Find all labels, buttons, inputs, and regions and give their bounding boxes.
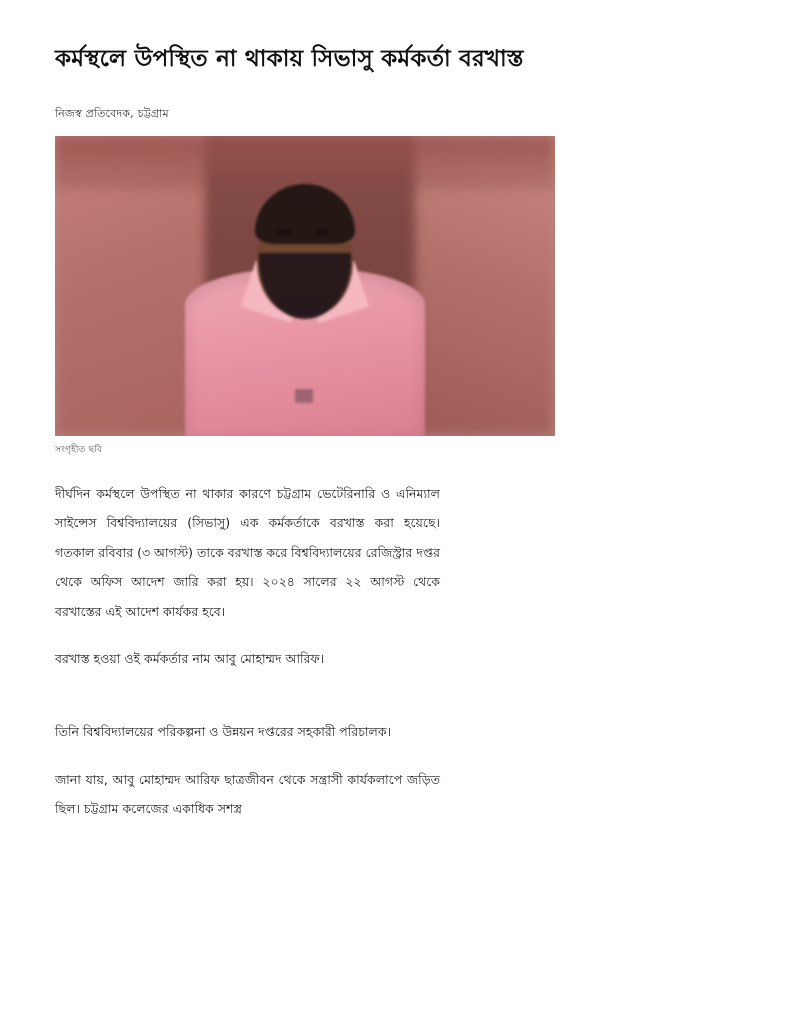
photo-blur-overlay bbox=[55, 136, 555, 436]
article-paragraph: জানা যায়, আবু মোহাম্মদ আরিফ ছাত্রজীবন থেকে সন্ত্রাসী কার্যকলাপে জড়িত ছিল। চট্টগ্রাম কলেজের একাধিক সশস্ত্র bbox=[55, 771, 440, 817]
photo-caption: সংগৃহীত ছবি bbox=[55, 445, 103, 456]
paragraph-spacer bbox=[55, 691, 440, 717]
article-figure bbox=[55, 136, 555, 457]
article-paragraph: তিনি বিশ্ববিদ্যালয়ের পরিকল্পনা ও উন্নয়ন দপ্তরের সহকারী পরিচালক। bbox=[55, 724, 392, 740]
article-photo bbox=[55, 136, 555, 436]
article-paragraph: বরখাস্ত হওয়া ওই কর্মকর্তার নাম আবু মোহাম্মদ আরিফ। bbox=[55, 650, 325, 666]
page-title: কর্মস্থলে উপস্থিত না থাকায় সিভাসু কর্মকর্তা বরখাস্ত bbox=[55, 46, 524, 72]
article-content bbox=[55, 0, 695, 823]
byline: নিজস্ব প্রতিবেদক, চট্টগ্রাম bbox=[55, 107, 169, 121]
article-body bbox=[55, 479, 440, 823]
article-paragraph: দীর্ঘদিন কর্মস্থলে উপস্থিত না থাকার কারণে চট্টগ্রাম ভেটেরিনারি ও এনিম্যাল সাইন্সেস বিশ্ববিদ্যালয়ের (সিভাসু) এক কর্মকর্তাকে বরখাস্ত করা হয়েছে। গতকাল রবিবার (৩ আগস্ট) তাকে বরখাস্ত করে বিশ্ববিদ্যালয়ের রেজিস্ট্রার দপ্তর থেকে অফিস আদেশ জারি করা হয়। ২০২৪ সালের ২২ আগস্ট থেকে বরখাস্তের এই আদেশ কার্যকর হবে। bbox=[55, 486, 440, 619]
